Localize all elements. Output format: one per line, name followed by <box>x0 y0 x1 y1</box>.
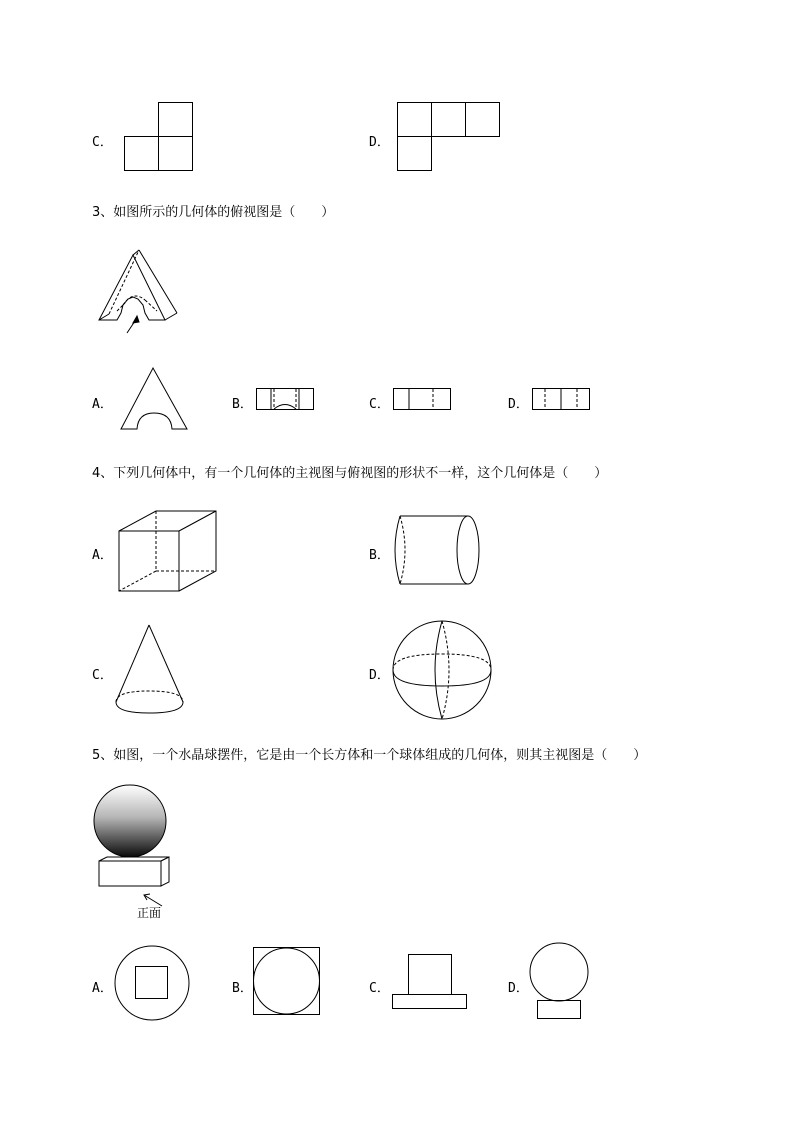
q5-option-b-label: B． <box>232 981 253 996</box>
q5-option-c-label: C． <box>369 981 390 996</box>
circle-with-square-icon <box>114 945 194 1025</box>
cone-icon <box>113 622 188 717</box>
q4-option-d-label: D． <box>369 668 390 683</box>
q4-option-c-label: C． <box>92 668 113 683</box>
question-5-text: 5、如图，一个水晶球摆件，它是由一个长方体和一个球体组成的几何体，则其主视图是（ ） <box>92 748 647 763</box>
front-label: 正面 <box>137 906 162 920</box>
q5-option-d-label: D． <box>508 981 529 996</box>
q3-option-d-label: D． <box>508 397 529 412</box>
triangle-with-arch-icon <box>118 365 193 435</box>
net-row-of-three-icon <box>395 100 505 175</box>
circle-on-rectangle-icon <box>528 942 593 1024</box>
q3-option-a-label: A． <box>92 397 113 412</box>
rectangle-one-dashed-line-icon <box>392 387 454 412</box>
question-4-text: 4、下列几何体中，有一个几何体的主视图与俯视图的形状不一样，这个几何体是（ ） <box>92 466 608 481</box>
cylinder-icon <box>393 512 483 590</box>
square-on-rectangle-icon <box>390 953 470 1013</box>
crystal-ball-on-base-icon <box>93 783 173 888</box>
rectangle-two-lines-icon <box>531 387 593 412</box>
q4-option-a-label: A． <box>92 548 113 563</box>
cube-icon <box>115 508 220 596</box>
question-3-text: 3、如图所示的几何体的俯视图是（ ） <box>92 205 335 220</box>
q4-option-b-label: B． <box>369 548 390 563</box>
q3-option-b-label: B． <box>232 397 253 412</box>
q5-option-a-label: A． <box>92 981 113 996</box>
sphere-icon <box>391 619 495 723</box>
triangular-prism-with-arch-icon <box>95 245 185 335</box>
rectangle-dashed-arch-icon <box>255 387 317 412</box>
prev-option-d-label: D． <box>369 135 390 150</box>
prev-option-c-label: C． <box>92 135 113 150</box>
net-l-shape-icon <box>120 100 195 175</box>
square-with-circle-icon <box>252 946 324 1018</box>
q3-option-c-label: C． <box>369 397 390 412</box>
